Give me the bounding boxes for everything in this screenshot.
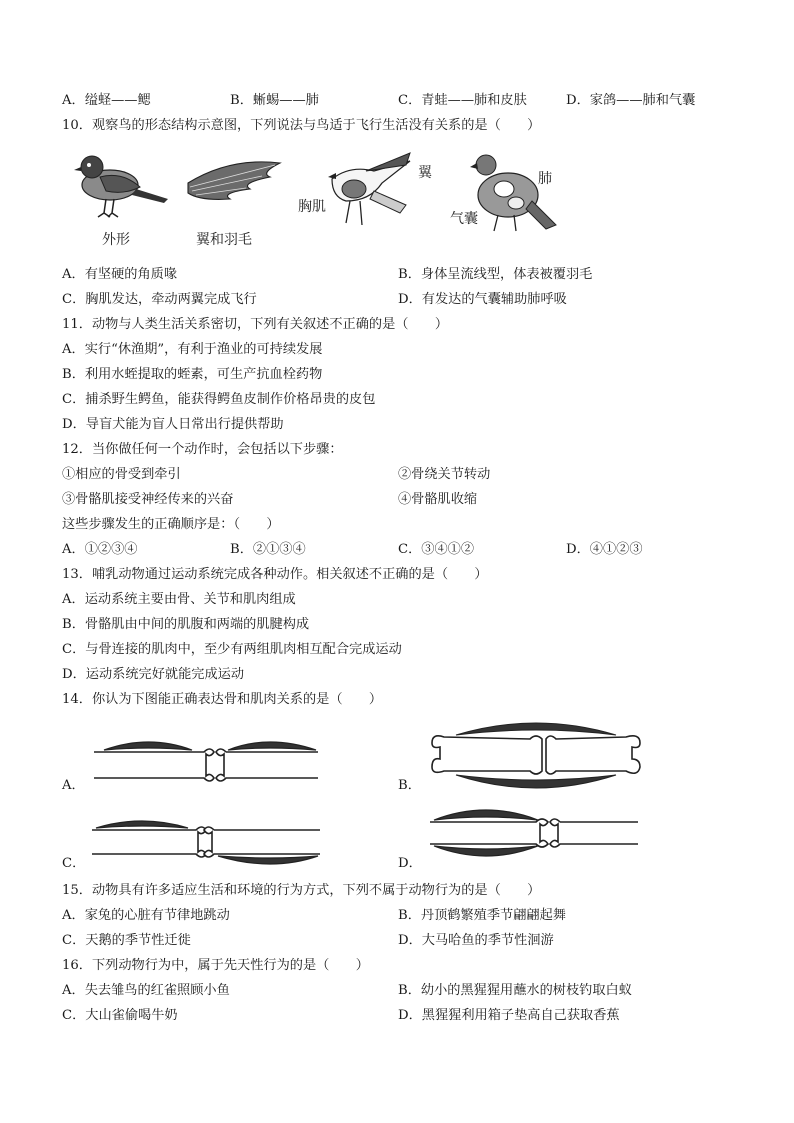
- q14-option-b: B．: [398, 778, 421, 793]
- q15-stem: 15．动物具有许多适应生活和环境的行为方式，下列不属于动物行为的是（ ）: [62, 883, 541, 898]
- q16-stem: 16．下列动物行为中，属于先天性行为的是（ ）: [62, 958, 369, 973]
- q14-option-c: C．: [62, 856, 86, 871]
- lung-label: 肺: [538, 171, 552, 187]
- q9-option-a: A．缢蛏——鳃: [62, 93, 151, 108]
- q16-option-b: B．幼小的黑猩猩用蘸水的树枝钓取白蚁: [398, 983, 632, 998]
- q12-step-4: ④骨骼肌收缩: [398, 492, 478, 507]
- wing-illustration: [188, 162, 280, 200]
- q10-option-c: C．胸肌发达，牵动两翼完成飞行: [62, 292, 257, 307]
- q12-question: 这些步骤发生的正确顺序是：（ ）: [62, 517, 280, 532]
- q11-option-b: B．利用水蛭提取的蛭素，可生产抗血栓药物: [62, 367, 323, 382]
- bird-figure: [70, 143, 570, 253]
- q12-step-1: ①相应的骨受到牵引: [62, 467, 181, 482]
- bone-muscle-diagram-b: [426, 715, 656, 795]
- q12-option-a: A．①②③④: [62, 542, 138, 557]
- q9-option-c: C．青蛙——肺和皮肤: [398, 93, 527, 108]
- q15-option-d: D．大马哈鱼的季节性洄游: [398, 933, 554, 948]
- sparrow-illustration: [74, 156, 168, 217]
- q15-option-c: C．天鹅的季节性迁徙: [62, 933, 191, 948]
- lung-airsac-illustration: [470, 155, 556, 231]
- q11-stem: 11．动物与人类生活关系密切，下列有关叙述不正确的是（ ）: [62, 317, 449, 332]
- q15-option-b: B．丹顶鹤繁殖季节翩翩起舞: [398, 908, 566, 923]
- chest-muscle-label: 胸肌: [298, 199, 326, 215]
- q12-stem: 12．当你做任何一个动作时，会包括以下步骤：: [62, 442, 343, 457]
- q11-option-c: C．捕杀野生鳄鱼，能获得鳄鱼皮制作价格昂贵的皮包: [62, 392, 376, 407]
- q11-option-a: A．实行“休渔期”，有利于渔业的可持续发展: [62, 342, 323, 357]
- q16-option-d: D．黑猩猩利用箱子垫高自己获取香蕉: [398, 1008, 620, 1023]
- q9-option-d: D．家鸽——肺和气囊: [566, 93, 696, 108]
- q10-stem: 10．观察鸟的形态结构示意图，下列说法与鸟适于飞行生活没有关系的是（ ）: [62, 118, 541, 133]
- q13-option-a: A．运动系统主要由骨、关节和肌肉组成: [62, 592, 296, 607]
- bone-muscle-diagram-a: [94, 732, 324, 792]
- q14-option-d: D．: [398, 856, 422, 871]
- chest-muscle-illustration: [328, 153, 410, 225]
- q15-option-a: A．家兔的心脏有节律地跳动: [62, 908, 230, 923]
- q14-option-a: A．: [62, 778, 85, 793]
- q9-option-b: B．蜥蜴——肺: [230, 93, 319, 108]
- q13-option-d: D．运动系统完好就能完成运动: [62, 667, 245, 682]
- q12-option-c: C．③④①②: [398, 542, 475, 557]
- q14-stem: 14．你认为下图能正确表达骨和肌肉关系的是（ ）: [62, 692, 383, 707]
- air-sac-label: 气囊: [450, 211, 478, 227]
- q12-option-d: D．④①②③: [566, 542, 643, 557]
- q12-step-2: ②骨绕关节转动: [398, 467, 491, 482]
- q16-option-c: C．大山雀偷喝牛奶: [62, 1008, 178, 1023]
- bone-muscle-diagram-c: [92, 812, 322, 872]
- q13-option-c: C．与骨连接的肌肉中，至少有两组肌肉相互配合完成运动: [62, 642, 402, 657]
- q13-option-b: B．骨骼肌由中间的肌腹和两端的肌腱构成: [62, 617, 310, 632]
- outer-shape-caption: 外形: [102, 232, 130, 248]
- q10-option-d: D．有发达的气囊辅助肺呼吸: [398, 292, 567, 307]
- q11-option-d: D．导盲犬能为盲人日常出行提供帮助: [62, 417, 284, 432]
- q12-step-3: ③骨骼肌接受神经传来的兴奋: [62, 492, 234, 507]
- q16-option-a: A．失去雏鸟的红雀照顾小鱼: [62, 983, 230, 998]
- q10-option-b: B．身体呈流线型，体表被覆羽毛: [398, 267, 593, 282]
- wing-label: 翼: [418, 165, 432, 181]
- q13-stem: 13．哺乳动物通过运动系统完成各种动作。相关叙述不正确的是（ ）: [62, 567, 488, 582]
- wing-feather-caption: 翼和羽毛: [196, 232, 252, 248]
- q10-option-a: A．有坚硬的角质喙: [62, 267, 178, 282]
- bone-muscle-diagram-d: [426, 802, 646, 864]
- q12-option-b: B．②①③④: [230, 542, 306, 557]
